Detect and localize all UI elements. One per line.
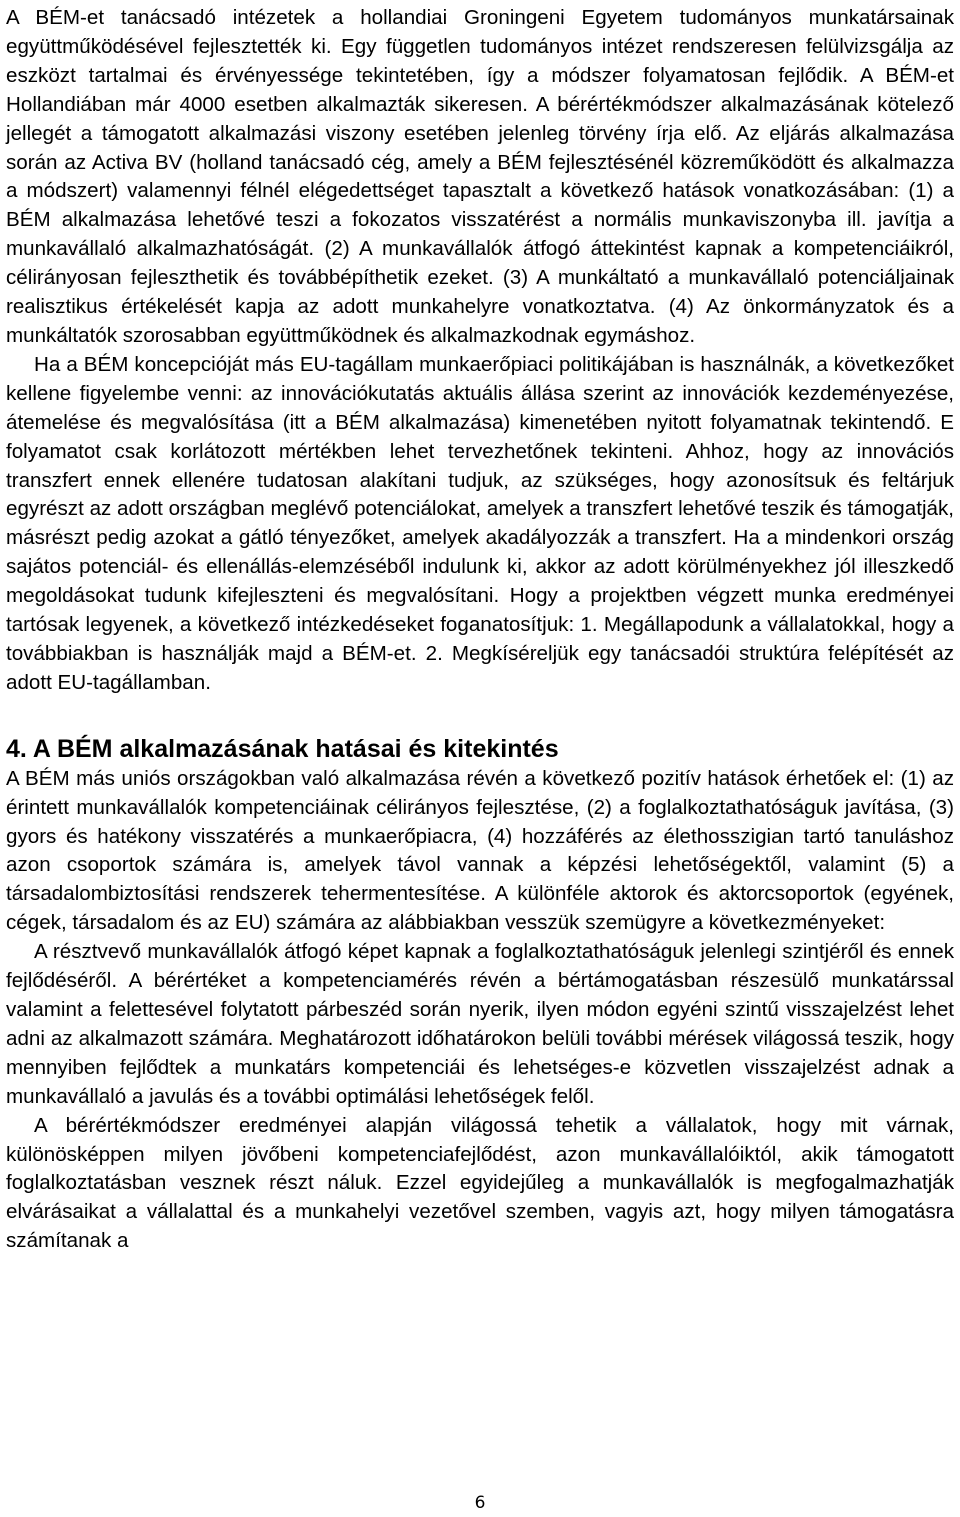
- paragraph-employees: A résztvevő munkavállalók átfogó képet kapnak a foglalkoztathatóságuk jelenlegi szintjéről és ennek fejlődéséről. A bérértéket a kompetenciamérés révén a bértámogatásban részesülő munkatárssal valamint a felettesével folytatott párbeszéd során nyerik, ilyen módon egyéni szintű visszajelzést lehet adni az alkalmazott számára. Meghatározott időhatárokon belüli további mérések világossá teszik, hogy mennyiben fejlődtek a munkatárs kompetenciái és lehetséges-e közvetlen visszajelzést adnak a munkavállaló a javulás és a további optimálási lehetőségek felől.: [6, 940, 954, 1108]
- paragraph-bem-development: A BÉM-et tanácsadó intézetek a hollandiai Groningeni Egyetem tudományos munkatársainak együttműködésével fejlesztették ki. Egy független tudományos intézet rendszeresen felülvizsgálja az eszközt tartalmai és érvényessége tekintetében, így a módszer folyamatosan fejlődik. A BÉM-et Hollandiában már 4000 esetben alkalmazták sikeresen. A bérértékmódszer alkalmazásának kötelező jellegét a támogatott alkalmazási viszony esetében jelenleg törvény írja elő. Az eljárás alkalmazása során az Activa BV (holland tanácsadó cég, amely a BÉM fejlesztésénél közreműködött és alkalmazza a módszert) valamennyi félnél elégedettséget tapasztalt a következő hatások vonatkozásában: (1) a BÉM alkalmazása lehetővé teszi a fokozatos visszatérést a normális munkaviszonyba ill. javítja a munkavállaló alkalmazhatóságát. (2) A munkavállalók átfogó áttekintést kapnak a kompetenciáikról, célirányosan fejleszthetik és továbbépíthetik ezeket. (3) A munkáltató a munkavállaló potenciáljainak realisztikus értékelését kapja az adott munkahelyre vonatkoztatva. (4) Az önkormányzatok és a munkáltatók szorosabban együttműködnek és alkalmazkodnak egymáshoz.: [6, 6, 954, 347]
- paragraph-positive-effects: A BÉM más uniós országokban való alkalmazása révén a következő pozitív hatások érhetőek el: (1) az érintett munkavállalók kompetenciáinak célirányos fejlesztése, (2) a foglalkoztathatóságuk javítása, (3) gyors és hatékony visszatérés a munkaerőpiacra, (4) hozzáférés az élethosszigian tartó tanuláshoz azon csoportok számára is, amelyek távol vannak a képzési lehetőségektől, valamint (5) a társadalombiztosítási rendszerek tehermentesítése. A különféle aktorok és aktorcsoportok (egyének, cégek, társadalom és az EU) számára az alábbiakban vesszük szemügyre a következményeket:: [6, 766, 954, 935]
- page-content: [6, 4, 954, 1256]
- page-number: 6: [474, 1493, 486, 1513]
- paragraph-eu-transfer: Ha a BÉM koncepcióját más EU-tagállam munkaerőpiaci politikájában is használnák, a következőket kellene figyelembe venni: az innovációkutatás aktuális állása szerint az innovációk kezdeményezése, átemelése és megvalósítása (itt a BÉM alkalmazása) kimenetében nyitott folyamatnak tekintendő. E folyamatot csak korlátozott mértékben lehet tervezhetőnek tekinteni. Ahhoz, hogy az innovációs transzfert ennek ellenére tudatosan alakítani tudjuk, az szükséges, hogy azonosítsuk és feltárjuk egyrészt az adott országban meglévő potenciálokat, amelyek a transzfert lehetővé teszik és támogatják, másrészt pedig azokat a gátló tényezőket, amelyek akadályozzák a transzfert. Ha a mindenkori ország sajátos potenciál- és ellenállás-elemzéséből indulunk ki, akkor az adott körülményekhez jól illeszkedő megoldásokat tudunk kifejleszteni és megvalósítani. Hogy a projektben végzett munka eredményei tartósak legyenek, a következő intézkedéseket foganatosítjuk: 1. Megállapodunk a vállalatokkal, hogy a továbbiakban is használják majd a BÉM-et. 2. Megkíséreljük egy tanácsadói struktúra felépítését az adott EU-tagállamban.: [6, 352, 954, 694]
- paragraph-companies: A bérértékmódszer eredményei alapján világossá tehetik a vállalatok, hogy mit várnak, különösképpen milyen jövőbeni kompetenciafejlődést, azon munkavállalóiktól, akik támogatott foglalkoztatásban vesznek részt náluk. Ezzel egyidejűleg a munkavállalók is megfogalmazhatják elvárásaikat a vállalattal és a munkahelyi vezetővel szemben, vagyis azt, hogy milyen támogatásra számítanak a: [6, 1113, 954, 1253]
- section-heading: 4. A BÉM alkalmazásának hatásai és kitekintés: [6, 734, 559, 763]
